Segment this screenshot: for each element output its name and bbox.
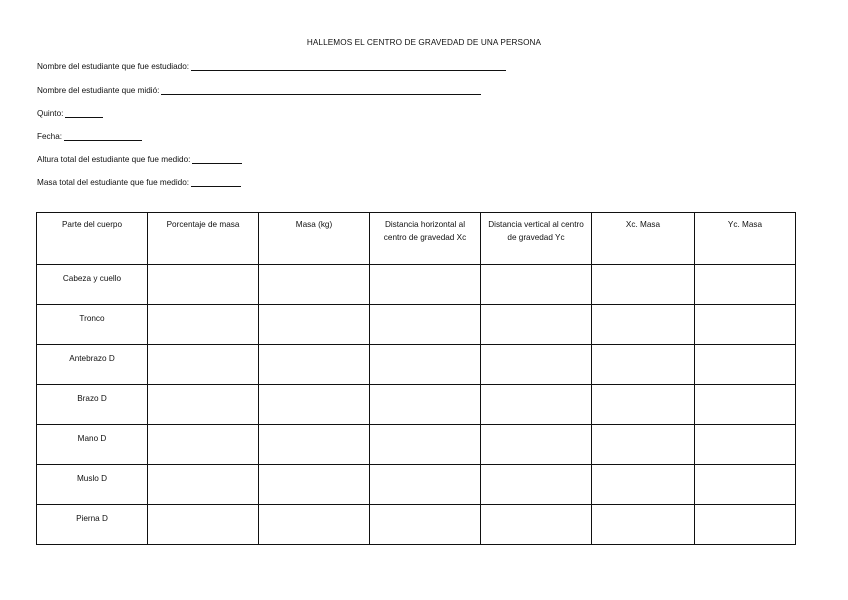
field-quinto-blank[interactable] — [65, 109, 103, 118]
table-cell[interactable] — [695, 465, 796, 505]
row-label: Brazo D — [37, 385, 148, 425]
header-masa: Masa (kg) — [259, 213, 370, 265]
row-label: Mano D — [37, 425, 148, 465]
field-midio — [37, 86, 481, 95]
page-title: HALLEMOS EL CENTRO DE GRAVEDAD DE UNA PERSONA — [306, 38, 542, 47]
table-row — [37, 465, 796, 505]
table-cell[interactable] — [481, 505, 592, 545]
table-cell[interactable] — [370, 425, 481, 465]
center-of-gravity-table — [36, 212, 796, 545]
table-cell[interactable] — [592, 465, 695, 505]
row-label: Pierna D — [37, 505, 148, 545]
table-cell[interactable] — [481, 385, 592, 425]
table-cell[interactable] — [592, 345, 695, 385]
table-row — [37, 385, 796, 425]
table-cell[interactable] — [259, 425, 370, 465]
table-cell[interactable] — [592, 265, 695, 305]
table-cell[interactable] — [259, 465, 370, 505]
field-altura — [37, 155, 242, 164]
field-quinto-label: Quinto: — [37, 109, 64, 118]
table-cell[interactable] — [481, 305, 592, 345]
table-cell[interactable] — [695, 385, 796, 425]
table-cell[interactable] — [148, 265, 259, 305]
table-cell[interactable] — [259, 345, 370, 385]
table-cell[interactable] — [259, 305, 370, 345]
table-cell[interactable] — [370, 345, 481, 385]
table-cell[interactable] — [592, 425, 695, 465]
table-cell[interactable] — [148, 465, 259, 505]
table-row — [37, 345, 796, 385]
table-cell[interactable] — [148, 385, 259, 425]
header-porcentaje: Porcentaje de masa — [148, 213, 259, 265]
header-parte: Parte del cuerpo — [37, 213, 148, 265]
table-cell[interactable] — [592, 385, 695, 425]
table-cell[interactable] — [370, 505, 481, 545]
field-fecha-label: Fecha: — [37, 132, 63, 141]
table-cell[interactable] — [695, 265, 796, 305]
header-dist-horizontal: Distancia horizontal al centro de gravedad Xc — [370, 213, 481, 265]
field-masa-label: Masa total del estudiante que fue medido: — [37, 178, 190, 187]
row-label: Tronco — [37, 305, 148, 345]
table-cell[interactable] — [370, 465, 481, 505]
table-row — [37, 425, 796, 465]
table-cell[interactable] — [148, 505, 259, 545]
field-quinto — [37, 109, 103, 118]
table-cell[interactable] — [481, 265, 592, 305]
table-cell[interactable] — [259, 385, 370, 425]
field-estudiado-blank[interactable] — [191, 62, 506, 71]
field-masa — [37, 178, 241, 187]
row-label: Cabeza y cuello — [37, 265, 148, 305]
field-masa-blank[interactable] — [191, 178, 241, 187]
field-midio-label: Nombre del estudiante que midió: — [37, 86, 160, 95]
table-row — [37, 265, 796, 305]
table-cell[interactable] — [481, 465, 592, 505]
table-cell[interactable] — [148, 305, 259, 345]
table-cell[interactable] — [592, 305, 695, 345]
table-cell[interactable] — [481, 425, 592, 465]
table-cell[interactable] — [695, 505, 796, 545]
header-yc-masa: Yc. Masa — [695, 213, 796, 265]
table-cell[interactable] — [481, 345, 592, 385]
table-header-row — [37, 213, 796, 265]
table-cell[interactable] — [370, 265, 481, 305]
field-fecha-blank[interactable] — [64, 132, 142, 141]
table-cell[interactable] — [148, 425, 259, 465]
field-midio-blank[interactable] — [161, 86, 481, 95]
table-cell[interactable] — [695, 425, 796, 465]
row-label: Antebrazo D — [37, 345, 148, 385]
field-estudiado-label: Nombre del estudiante que fue estudiado: — [37, 62, 190, 71]
field-altura-label: Altura total del estudiante que fue medido: — [37, 155, 191, 164]
table-cell[interactable] — [592, 505, 695, 545]
field-estudiado — [37, 62, 506, 71]
table-cell[interactable] — [370, 305, 481, 345]
header-xc-masa: Xc. Masa — [592, 213, 695, 265]
table-cell[interactable] — [370, 385, 481, 425]
table-row — [37, 505, 796, 545]
field-altura-blank[interactable] — [192, 155, 242, 164]
table-cell[interactable] — [259, 505, 370, 545]
table-row — [37, 305, 796, 345]
table-cell[interactable] — [695, 305, 796, 345]
header-dist-vertical: Distancia vertical al centro de gravedad Yc — [481, 213, 592, 265]
table-cell[interactable] — [148, 345, 259, 385]
field-fecha — [37, 132, 142, 141]
row-label: Muslo D — [37, 465, 148, 505]
table-cell[interactable] — [259, 265, 370, 305]
table-cell[interactable] — [695, 345, 796, 385]
